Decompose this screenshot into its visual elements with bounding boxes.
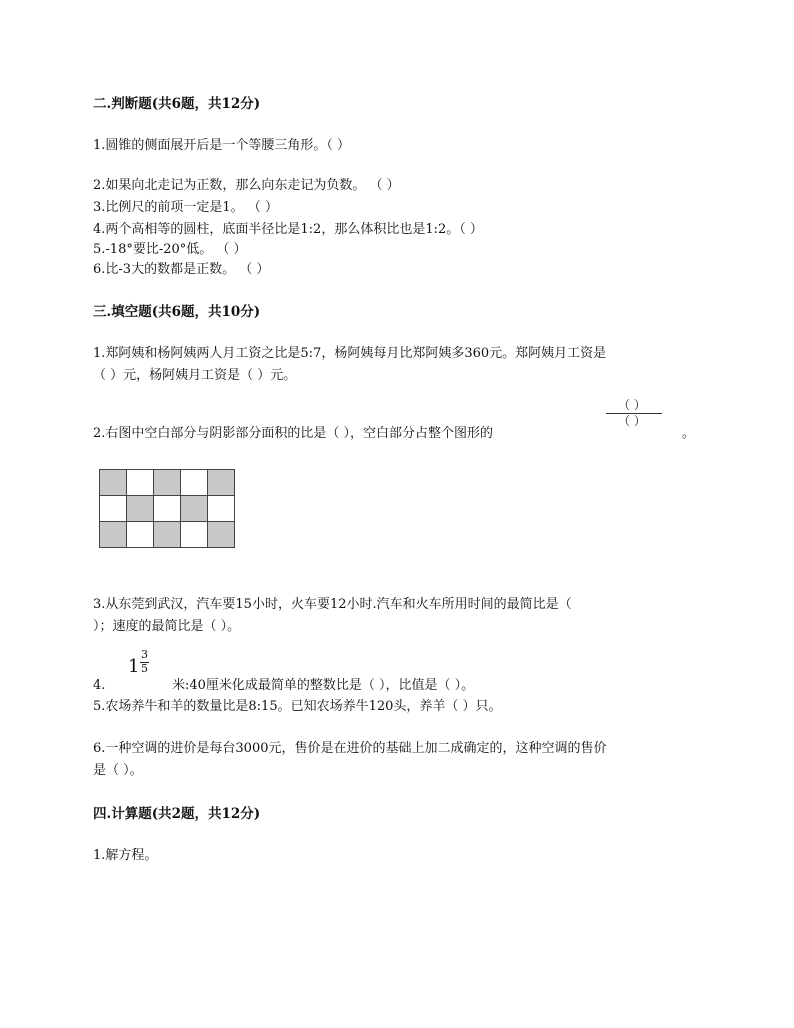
grid-cell-shaded bbox=[208, 522, 235, 548]
shaded-grid-figure bbox=[99, 469, 235, 548]
judge-item-5: 5.-18°要比-20°低。 （ ） bbox=[93, 242, 247, 257]
judge-item-4: 4.两个高相等的圆柱，底面半径比是1:2，那么体积比也是1:2。（ ） bbox=[93, 222, 483, 237]
mixed-numerator: 3 bbox=[141, 648, 148, 661]
grid-cell-blank bbox=[154, 496, 181, 522]
section-2-title: 二.判断题(共6题，共12分) bbox=[93, 96, 261, 112]
grid-cell-shaded bbox=[127, 496, 154, 522]
blank-fraction bbox=[606, 398, 662, 432]
fraction-denominator-blank: （ ） bbox=[618, 414, 646, 428]
fraction-numerator-blank: （ ） bbox=[618, 398, 646, 412]
fill-q3-line1: 3.从东莞到武汉，汽车要15小时，火车要12小时.汽车和火车所用时间的最简比是（ bbox=[93, 597, 572, 612]
mixed-denominator: 5 bbox=[141, 662, 148, 675]
section-4-title: 四.计算题(共2题，共12分) bbox=[93, 806, 261, 822]
fill-q1-line1: 1.郑阿姨和杨阿姨两人月工资之比是5:7，杨阿姨每月比郑阿姨多360元。郑阿姨月工资是 bbox=[93, 346, 607, 361]
judge-item-6: 6.比-3大的数都是正数。 （ ） bbox=[93, 262, 270, 277]
grid-cell-blank bbox=[181, 522, 208, 548]
grid-row bbox=[100, 522, 235, 548]
grid-cell-shaded bbox=[208, 470, 235, 496]
grid-cell-blank bbox=[100, 496, 127, 522]
grid-cell-shaded bbox=[154, 470, 181, 496]
section-3-title: 三.填空题(共6题，共10分) bbox=[93, 304, 261, 320]
judge-item-3: 3.比例尺的前项一定是1。 （ ） bbox=[93, 200, 278, 215]
fill-q4-number: 4. bbox=[93, 678, 106, 693]
grid-cell-blank bbox=[181, 470, 208, 496]
fill-q4-text: 米:40厘米化成最简单的整数比是（ ），比值是（ ）。 bbox=[172, 678, 475, 693]
fill-q2-text: 2.右图中空白部分与阴影部分面积的比是（ ），空白部分占整个图形的 bbox=[93, 426, 494, 441]
grid-cell-shaded bbox=[181, 496, 208, 522]
grid-cell-shaded bbox=[100, 470, 127, 496]
grid-cell-blank bbox=[208, 496, 235, 522]
fill-q2-end: 。 bbox=[682, 426, 696, 441]
judge-item-2: 2.如果向北走记为正数，那么向东走记为负数。 （ ） bbox=[93, 178, 400, 193]
fill-q5: 5.农场养牛和羊的数量比是8:15。已知农场养牛120头，养羊（ ）只。 bbox=[93, 699, 502, 714]
mixed-whole: 1 bbox=[128, 656, 140, 677]
fill-q1-line2: （ ）元，杨阿姨月工资是（ ）元。 bbox=[93, 368, 297, 383]
fill-q6-line1: 6.一种空调的进价是每台3000元，售价是在进价的基础上加二成确定的，这种空调的售价 bbox=[93, 741, 607, 756]
calc-q1: 1.解方程。 bbox=[93, 848, 158, 863]
fill-q3-line2: ）；速度的最简比是（ ）。 bbox=[93, 619, 241, 634]
grid-cell-shaded bbox=[154, 522, 181, 548]
fill-q6-line2: 是（ ）。 bbox=[93, 763, 143, 778]
grid-cell-blank bbox=[127, 522, 154, 548]
grid-row bbox=[100, 470, 235, 496]
grid-cell-shaded bbox=[100, 522, 127, 548]
judge-item-1: 1.圆锥的侧面展开后是一个等腰三角形。（ ） bbox=[93, 138, 351, 153]
grid-cell-blank bbox=[127, 470, 154, 496]
grid-row bbox=[100, 496, 235, 522]
